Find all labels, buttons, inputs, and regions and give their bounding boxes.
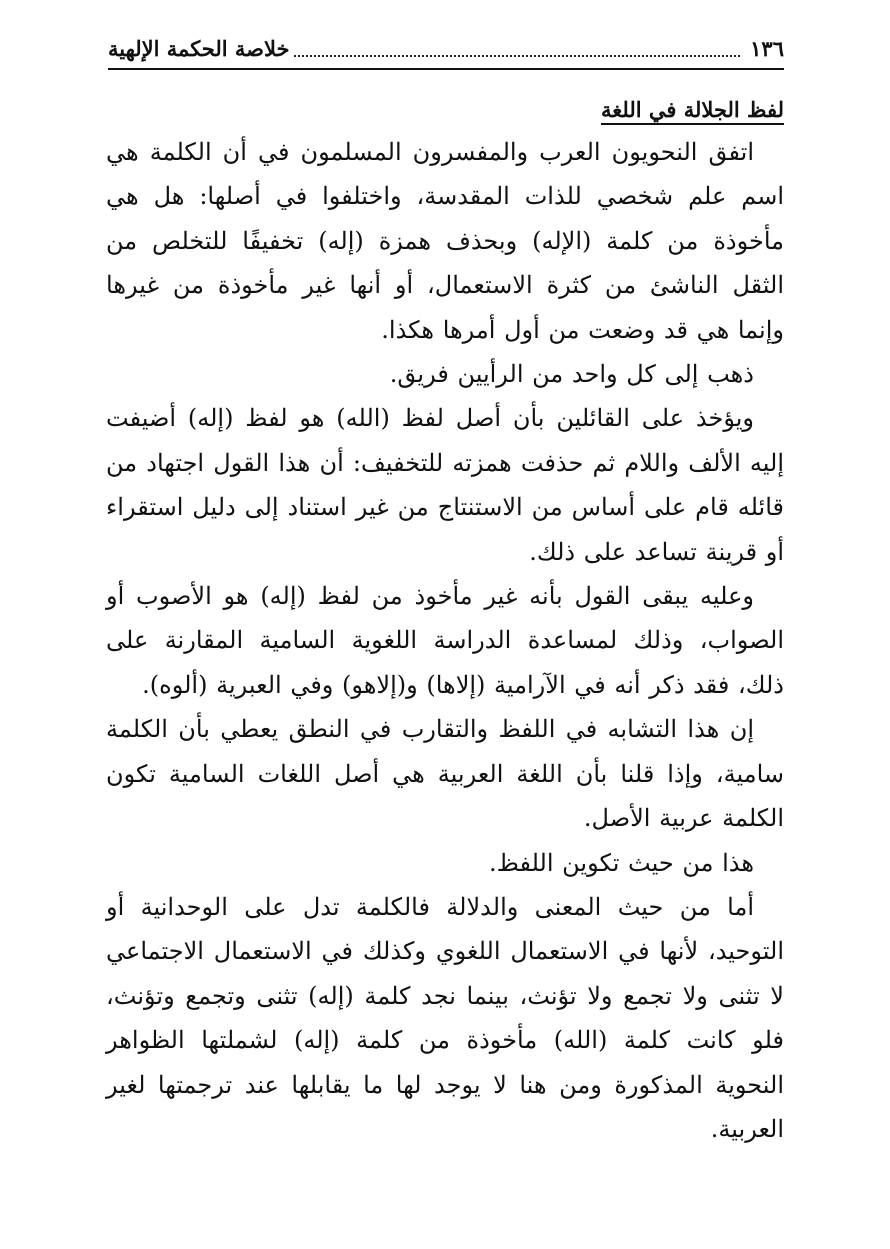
dot-leader: [294, 55, 741, 57]
paragraph-two-views: ذهب إلى كل واحد من الرأيين فريق.: [389, 360, 754, 389]
paragraph-formation-note: هذا من حيث تكوين اللفظ.: [489, 848, 754, 877]
header-title-group: [108, 34, 784, 64]
running-header: [108, 30, 784, 70]
paragraph-preferred-view: وعليه يبقى القول بأنه غير مأخوذ من لفظ (إله) هو الأصوب أو الصواب، وذلك لمساعدة الدراسة اللغوية السامية المقارنة على ذلك، فقد ذكر أنه في الآرامية (إلاها) و(إلاهو) وفي العبرية (ألوه).: [106, 582, 784, 699]
paragraph-objection: ويؤخذ على القائلين بأن أصل لفظ (الله) هو لفظ (إله) أضيفت إليه الألف واللام ثم حذفت همزته للتخفيف: أن هذا القول اجتهاد من قائله قام على أساس من الاستنتاج من غير استناد إلى دليل استقراء أو قرينة تساعد على ذلك.: [106, 404, 785, 566]
paragraph-meaning: أما من حيث المعنى والدلالة فالكلمة تدل على الوحدانية أو التوحيد، لأنها في الاستعمال اللغوي وكذلك في الاستعمال الاجتماعي لا تثنى ولا تجمع ولا تؤنث، بينما نجد كلمة (إله) تثنى وتجمع وتؤنث، فلو كانت كلمة (الله) مأخوذة من كلمة (إله) لشملتها الظواهر النحوية المذكورة ومن هنا لا يوجد لها ما يقابلها عند ترجمتها لغير العربية.: [106, 892, 784, 1143]
book-title: خلاصة الحكمة الإلهية: [108, 36, 290, 61]
section-heading: [106, 90, 784, 130]
paragraph-origin-dispute: اتفق النحويون العرب والمفسرون المسلمون في أن الكلمة هي اسم علم شخصي للذات المقدسة، واختلفوا في أصلها: هل هي مأخوذة من كلمة (الإله) وبحذف همزة (إله) تخفيفًا للتخلص من الثقل الناشئ من كثرة الاستعمال، أو أنها غير مأخوذة من غيرها وإنما هي قد وضعت من أول أمرها هكذا.: [106, 138, 784, 344]
page-number: ١٣٦: [750, 36, 784, 61]
section-heading-text: لفظ الجلالة في اللغة: [601, 97, 784, 122]
paragraph-semitic-origin: إن هذا التشابه في اللفظ والتقارب في النطق يعطي بأن الكلمة سامية، وإذا قلنا بأن اللغة العربية هي أصل اللغات السامية تكون الكلمة عربية الأصل.: [106, 715, 784, 833]
page-body: [106, 90, 784, 1151]
